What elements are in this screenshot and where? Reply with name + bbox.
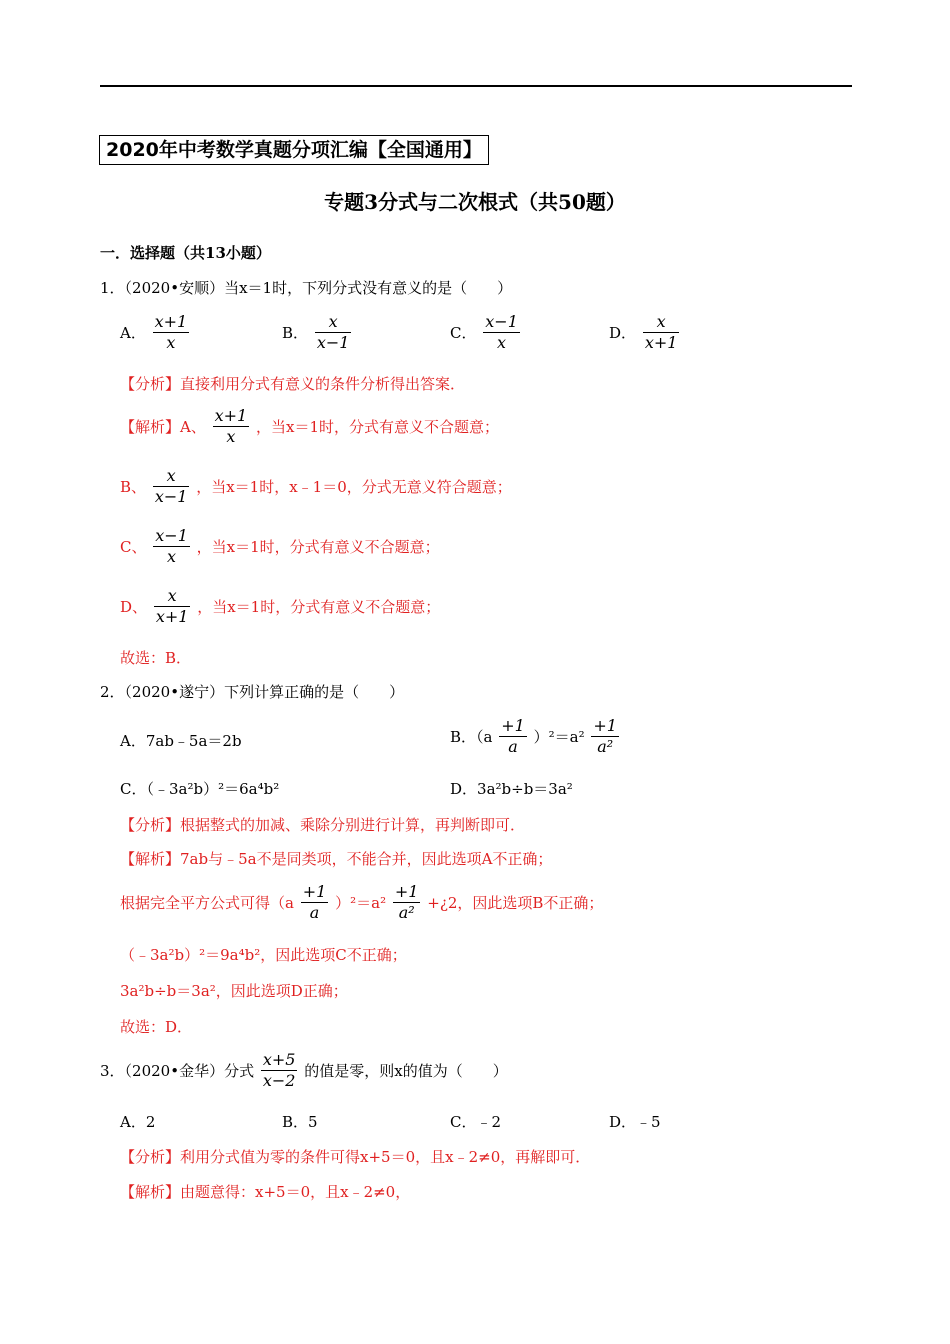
numerator: +1 [501, 716, 525, 735]
q1-option-a-label: A． [120, 324, 146, 342]
q1-solution-d-fraction [154, 586, 191, 627]
section-heading: 一．选择题（共13小题） [100, 244, 271, 262]
q1-solution-b-text: ，当x＝1时，x﹣1＝0，分式无意义符合题意； [196, 478, 512, 496]
series-banner: 2020年中考数学真题分项汇编【全国通用】 [99, 135, 489, 165]
q3-option-d: D．﹣5 [609, 1113, 661, 1131]
page-title: 专题3分式与二次根式（共50题） [324, 190, 626, 214]
q1-option-c-label: C． [450, 324, 477, 342]
q1-stem: 1．（2020•安顺）当x＝1时，下列分式没有意义的是（ ） [100, 279, 513, 297]
numerator: +1 [593, 716, 617, 735]
numerator: x−1 [155, 526, 188, 545]
denominator: x−1 [316, 333, 350, 352]
numerator: x [315, 312, 352, 333]
q1-solution-b-prefix: B、 [120, 478, 147, 496]
q1-solution-d [120, 586, 440, 627]
denominator: x+1 [155, 607, 189, 626]
q1-solution-d-text: ，当x＝1时，分式有意义不合题意； [197, 598, 441, 616]
q1-option-d [609, 312, 681, 353]
q1-option-a-fraction [153, 312, 190, 353]
numerator: x+1 [154, 312, 188, 331]
q1-option-c [450, 312, 522, 353]
q1-solution-c-prefix: C、 [120, 538, 147, 556]
q2-option-b-label: B．（a [450, 728, 493, 746]
numerator: +1 [394, 882, 419, 901]
q3-stem-prefix: 3．（2020•金华）分式 [100, 1062, 255, 1080]
q1-option-d-label: D． [609, 324, 637, 342]
denominator: x−2 [262, 1071, 296, 1090]
q2-solution-2-fraction-2 [393, 882, 421, 923]
q1-option-b [282, 312, 353, 353]
q1-solution-b [120, 466, 512, 507]
q1-solution-b-fraction [153, 466, 190, 507]
q1-solution-c-fraction [153, 526, 190, 567]
top-rule [100, 85, 852, 87]
numerator: x+5 [262, 1050, 296, 1069]
q2-solution-3: （﹣3a²b）²＝9a⁴b²，因此选项C不正确； [120, 946, 407, 964]
q2-solution-2-text: +¿2，因此选项B不正确； [427, 894, 604, 912]
q2-option-c: C．（﹣3a²b）²＝6a⁴b² [120, 780, 280, 798]
denominator: a [508, 737, 518, 756]
numerator: x [153, 466, 190, 487]
q3-stem-fraction [261, 1050, 298, 1091]
q2-stem: 2．（2020•遂宁）下列计算正确的是（ ） [100, 683, 405, 701]
denominator: a [309, 903, 320, 922]
numerator: x+1 [214, 406, 248, 425]
numerator: x [154, 586, 191, 607]
q3-option-b: B．5 [282, 1113, 318, 1131]
q3-analysis: 【分析】利用分式值为零的条件可得x+5＝0，且x﹣2≠0，再解即可． [120, 1148, 591, 1166]
q2-solution-1: 【解析】7ab与﹣5a不是同类项，不能合并，因此选项A不正确； [120, 850, 553, 868]
numerator: x−1 [485, 312, 518, 331]
q2-option-b-fraction [499, 716, 527, 757]
q1-solution-prefix: 【解析】A、 [120, 418, 206, 436]
q2-solution-2-middle: ）²＝a² [335, 894, 387, 912]
q1-solution-c-text: ，当x＝1时，分式有意义不合题意； [196, 538, 440, 556]
q3-option-c: C．﹣2 [450, 1113, 502, 1131]
q1-option-b-label: B． [282, 324, 309, 342]
denominator: x [166, 333, 176, 352]
denominator: x [167, 547, 177, 566]
q1-option-d-fraction [643, 312, 680, 353]
q1-solution-a-fraction [213, 406, 250, 447]
q2-solution-4: 3a²b÷b＝3a²，因此选项D正确； [120, 982, 348, 1000]
denominator: x−1 [154, 487, 188, 506]
q1-answer: 故选：B． [120, 649, 192, 667]
denominator: a² [398, 903, 415, 922]
q1-solution-c [120, 526, 440, 567]
q2-solution-2-fraction [301, 882, 329, 923]
q2-solution-2 [120, 882, 603, 923]
q2-option-b-fraction-2 [591, 716, 619, 757]
q2-analysis: 【分析】根据整式的加减、乘除分别进行计算，再判断即可． [120, 816, 526, 834]
q1-option-a [120, 312, 191, 353]
q3-stem [100, 1050, 508, 1091]
q1-solution-a-text: ，当x＝1时，分式有意义不合题意； [256, 418, 500, 436]
q1-option-c-fraction [483, 312, 520, 353]
q2-solution-2-prefix: 根据完全平方公式可得（a [120, 894, 294, 912]
q2-option-a: A．7ab﹣5a＝2b [120, 732, 242, 750]
q1-analysis: 【分析】直接利用分式有意义的条件分析得出答案． [120, 375, 466, 393]
denominator: a² [597, 737, 614, 756]
q1-solution-d-prefix: D、 [120, 598, 148, 616]
q2-option-b-middle: ）²＝a² [533, 728, 585, 746]
numerator: +1 [302, 882, 327, 901]
q1-option-b-fraction [315, 312, 352, 353]
q2-option-b [450, 716, 621, 757]
q2-option-d: D．3a²b÷b＝3a² [450, 780, 573, 798]
q1-solution-a [120, 406, 499, 447]
numerator: x [643, 312, 680, 333]
q2-answer: 故选：D． [120, 1018, 193, 1036]
q3-stem-text: 的值是零，则x的值为（ ） [304, 1062, 508, 1080]
denominator: x [497, 333, 507, 352]
q3-solution: 【解析】由题意得：x+5＝0，且x﹣2≠0， [120, 1183, 411, 1201]
denominator: x+1 [644, 333, 678, 352]
q3-option-a: A．2 [120, 1113, 156, 1131]
denominator: x [226, 427, 236, 446]
